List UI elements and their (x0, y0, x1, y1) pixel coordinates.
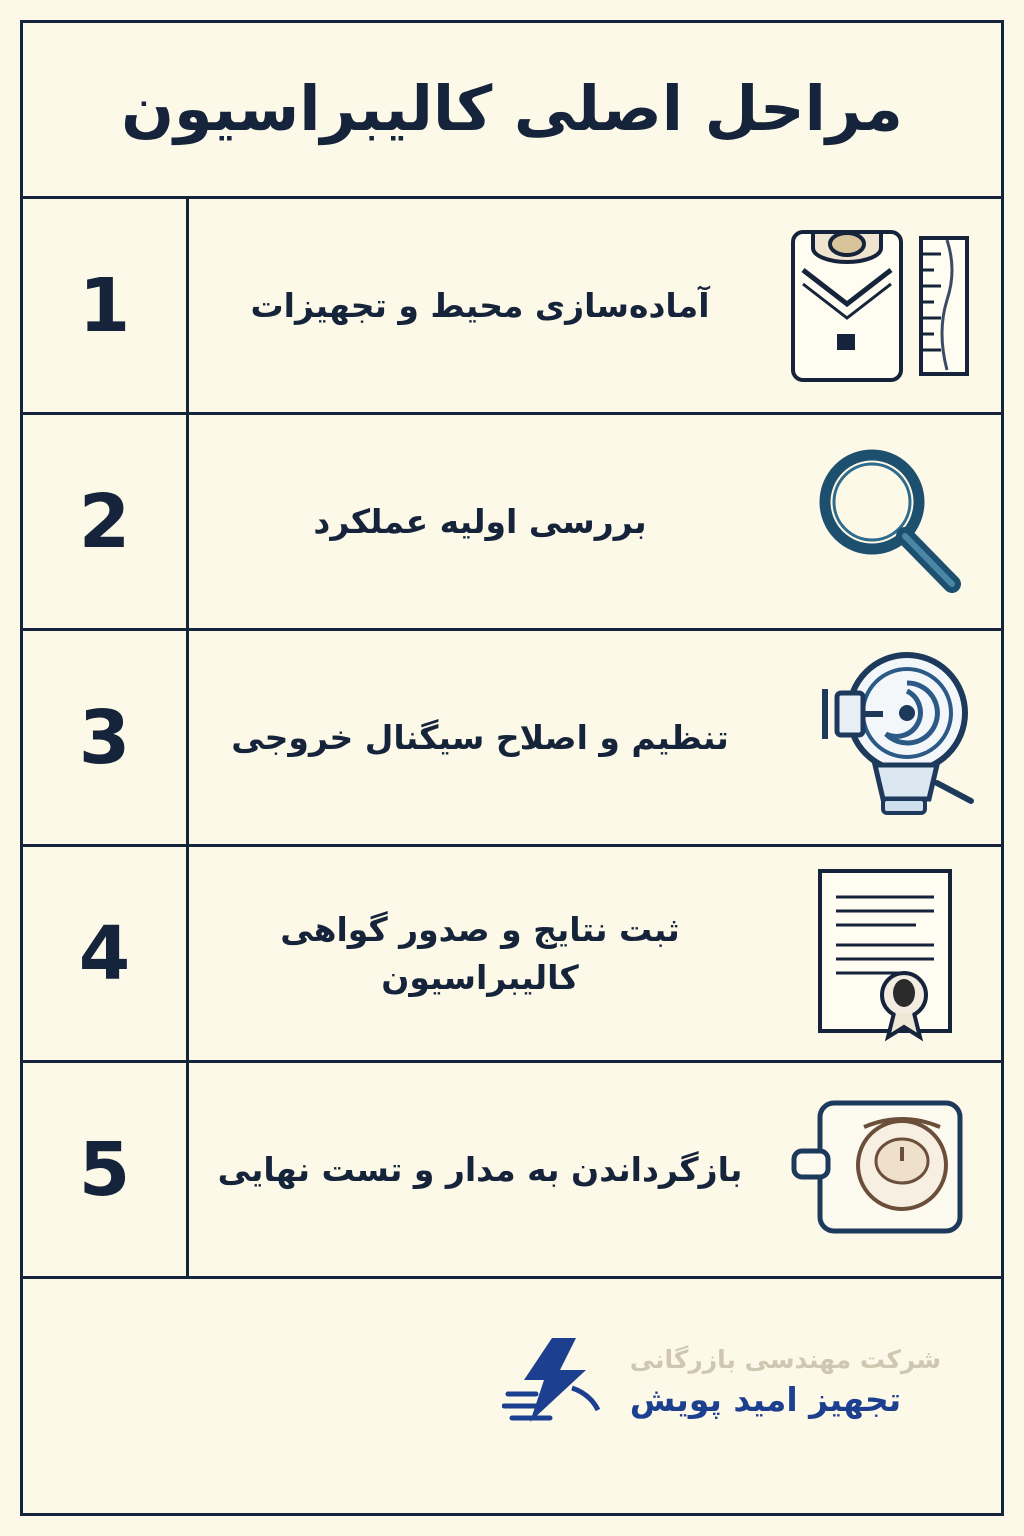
company-name: تجهیز امید پویش (629, 1380, 902, 1419)
steps-table (23, 199, 1001, 1279)
step-number-cell (23, 199, 189, 412)
step-number: 4 (78, 910, 131, 997)
brand-text-block (630, 1345, 941, 1419)
certificate-icon (796, 861, 976, 1046)
table-row (23, 847, 1001, 1063)
step-label: آماده‌سازی محیط و تجهیزات (250, 285, 710, 325)
step-number-cell (23, 415, 189, 628)
page-title: مراحل اصلی کالیبراسیون (121, 72, 903, 146)
step-label: تنظیم و اصلاح سیگنال خروجی (231, 717, 729, 757)
step-label-cell (189, 199, 771, 412)
step-number: 1 (78, 262, 131, 349)
magnifier-icon (786, 434, 986, 609)
step-label-cell (189, 631, 771, 844)
table-row (23, 1063, 1001, 1279)
step-icon-cell (771, 415, 1001, 628)
lightning-bolt-logo (502, 1334, 612, 1430)
step-icon-cell (771, 847, 1001, 1060)
step-label: بررسی اولیه عملکرد (313, 501, 647, 541)
step-number: 3 (78, 694, 131, 781)
step-number-cell (23, 1063, 189, 1276)
step-number-cell (23, 847, 189, 1060)
table-row (23, 199, 1001, 415)
step-icon-cell (771, 199, 1001, 412)
step-label-cell (189, 847, 771, 1060)
step-number: 2 (78, 478, 131, 565)
table-row (23, 415, 1001, 631)
company-tagline: شرکت مهندسی بازرگانی (629, 1345, 941, 1374)
step-label: بازگرداندن به مدار و تست نهایی (217, 1149, 743, 1189)
device-reinstall-icon (786, 1087, 986, 1252)
poster-title-row (23, 23, 1001, 199)
brand-block (502, 1334, 941, 1430)
clipboard-and-ruler-icon (781, 218, 991, 393)
step-label: ثبت نتایج و صدور گواهی کالیبراسیون (280, 909, 680, 997)
poster-frame (20, 20, 1004, 1516)
step-number: 5 (78, 1126, 131, 1213)
step-icon-cell (771, 1063, 1001, 1276)
step-label-cell (189, 1063, 771, 1276)
step-icon-cell (771, 631, 1001, 844)
gauge-adjustment-icon (779, 643, 994, 833)
footer (23, 1277, 1001, 1513)
company-logo (502, 1334, 612, 1430)
step-label-cell (189, 415, 771, 628)
step-number-cell (23, 631, 189, 844)
table-row (23, 631, 1001, 847)
